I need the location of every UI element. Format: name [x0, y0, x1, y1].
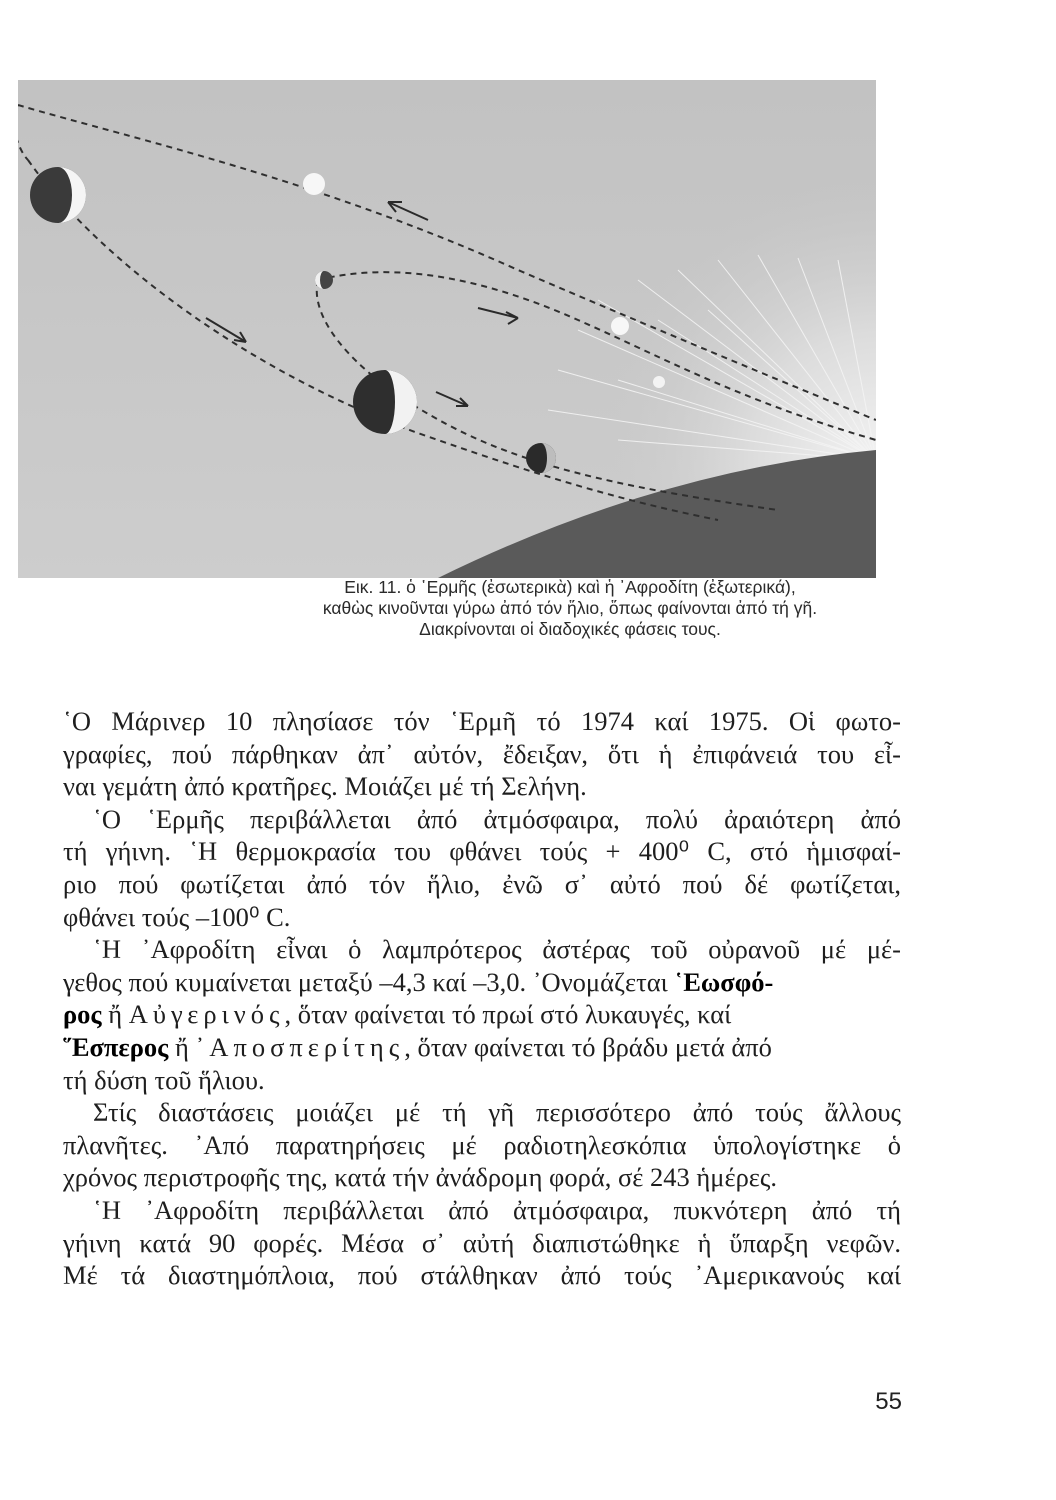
venus-phase-full — [303, 173, 325, 195]
term-eosphoros-end: ρος — [63, 999, 102, 1030]
text-line: ριο πού φωτίζεται ἀπό τόν ἥλιο, ἐνῶ σ᾿ αὐτό πού δέ φωτίζεται, — [63, 868, 901, 899]
text-span: ἤ — [101, 999, 129, 1030]
term-apesperitis: ᾿Αποσπερίτης — [195, 1031, 405, 1062]
text-line: τή δύση τοῦ ἥλιου. — [63, 1064, 265, 1095]
text-line — [63, 1031, 901, 1064]
term-hesperos: ῞Εσπερος — [63, 1031, 169, 1062]
text-span: , ὅταν φαίνεται τό πρωί στό λυκαυγές, καί — [284, 999, 732, 1030]
text-line: γήινη κατά 90 φορές. Μέσα σ᾿ αὐτή διαπιστώθηκε ἡ ὕπαρξη νεφῶν. — [63, 1227, 901, 1258]
figure-orbits-illustration — [18, 80, 876, 578]
text-line — [63, 998, 901, 1031]
text-line: ῾Ο Μάρινερ 10 πλησίασε τόν ῾Ερμῆ τό 1974 καί 1975. Οἱ φωτο- — [63, 706, 901, 736]
text-line — [63, 966, 901, 999]
text-line: ῾Η ᾿Αφροδίτη εἶναι ὁ λαμπρότερος ἀστέρας τοῦ οὐρανοῦ μέ μέ- — [93, 934, 901, 965]
text-span: , ὅταν φαίνεται τό βράδυ μετά ἀπό — [404, 1031, 772, 1062]
mercury-phase-dark — [526, 443, 556, 473]
caption-line: καθὼς κινοῦνται γύρω ἀπό τόν ἥλιο, ὅπως φαίνονται ἀπό τή γῆ. — [322, 598, 818, 618]
text-line: τή γήινη. ῾Η θερμοκρασία του φθάνει τούς + 400⁰ C, στό ἡμισφαί- — [63, 836, 901, 867]
page-number: 55 — [875, 1388, 902, 1415]
text-line: πλανῆτες. ᾿Από παρατηρήσεις μέ ραδιοτηλεσκόπια ὑπολογίστηκε ὁ — [63, 1129, 901, 1160]
caption-line: Διακρίνονται οἱ διαδοχικές φάσεις τους. — [419, 619, 721, 639]
caption-line: Εικ. 11. ὁ ῾Ερμῆς (ἐσωτερικὰ) καὶ ἡ ᾿Αφροδίτη (ἐξωτερικά), — [344, 577, 796, 597]
text-span: ἤ — [168, 1031, 196, 1062]
text-span: γεθος πού κυμαίνεται μεταξύ –4,3 καί –3,0. ᾿Ονομάζεται — [63, 966, 675, 997]
text-line: γραφίες, πού πάρθηκαν ἀπ᾿ αὐτόν, ἔδειξαν, ὅτι ἡ ἐπιφάνειά του εἶ- — [63, 738, 901, 769]
text-line: Μέ τά διαστημόπλοια, πού στάλθηκαν ἀπό τούς ᾿Αμερικανούς καί — [63, 1260, 901, 1291]
venus-phase-small-full — [611, 317, 629, 335]
orbits-drawing — [18, 80, 876, 578]
term-eosphoros: ῾Εωσφό- — [674, 966, 774, 997]
text-line: ναι γεμάτη ἀπό κρατῆρες. Μοιάζει μέ τή Σελήνη. — [63, 771, 587, 802]
text-line: φθάνει τούς –100⁰ C. — [63, 901, 291, 932]
text-line: χρόνος περιστροφῆς της, κατά τήν ἀνάδρομη φορά, σέ 243 ἡμέρες. — [63, 1162, 778, 1193]
mercury-phase-full — [653, 376, 665, 388]
venus-phase-crescent-large — [30, 167, 86, 223]
figure-caption — [250, 577, 890, 640]
body-text — [63, 705, 901, 1292]
text-line: ῾Η ᾿Αφροδίτη περιβάλλεται ἀπό ἀτμόσφαιρα, πυκνότερη ἀπό τή — [93, 1194, 901, 1225]
text-line: Στίς διαστάσεις μοιάζει μέ τή γῆ περισσότερο ἀπό τούς ἄλλους — [93, 1097, 901, 1128]
venus-phase-half — [353, 370, 417, 434]
text-line: ῾Ο ῾Ερμῆς περιβάλλεται ἀπό ἀτμόσφαιρα, πολύ ἀραιότερη ἀπό — [93, 803, 901, 834]
term-avgerinos: Αὐγερινός — [128, 999, 285, 1030]
mercury-phase-crescent — [315, 271, 333, 289]
